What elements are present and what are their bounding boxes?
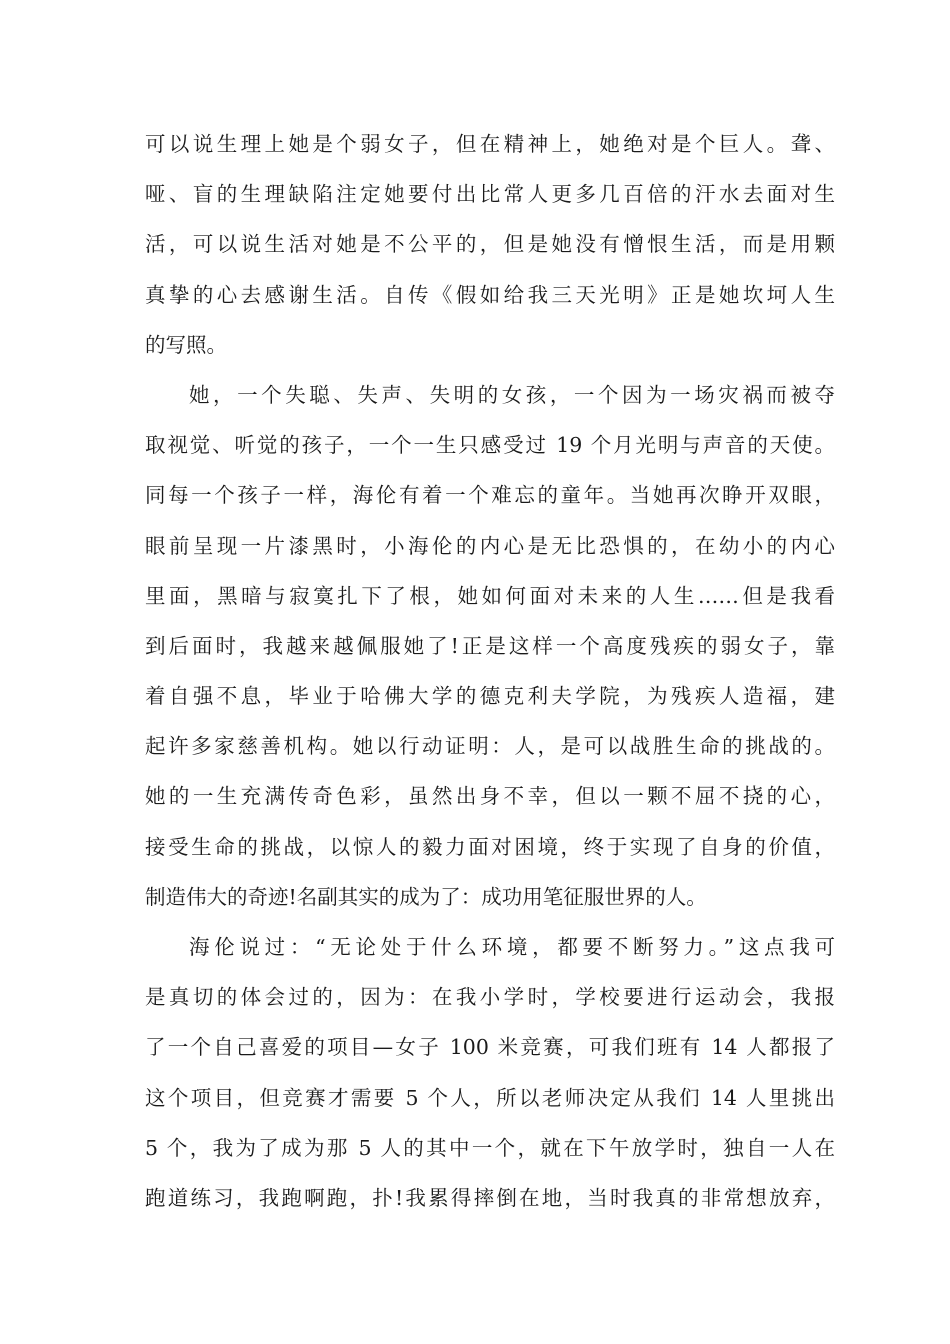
text-line: 这个项目，但竞赛才需要 5 个人，所以老师决定从我们 14 人里挑出	[145, 1085, 835, 1110]
text-line: 到后面时，我越来越佩服她了!正是这样一个高度残疾的弱女子，靠	[145, 633, 835, 658]
text-line: 活，可以说生活对她是不公平的，但是她没有憎恨生活，而是用颗	[145, 232, 835, 257]
text-line: 起许多家慈善机构。她以行动证明：人，是可以战胜生命的挑战的。	[145, 734, 835, 759]
paragraph-first-line: 她，一个失聪、失声、失明的女孩，一个因为一场灾祸而被夺	[189, 382, 835, 407]
text-line: 跑道练习，我跑啊跑，扑!我累得摔倒在地，当时我真的非常想放弃，	[145, 1185, 835, 1210]
text-line: 5 个，我为了成为那 5 人的其中一个，就在下午放学时，独自一人在	[145, 1135, 835, 1160]
text-line: 的写照。	[145, 332, 227, 357]
text-line: 她的一生充满传奇色彩，虽然出身不幸，但以一颗不屈不挠的心，	[145, 784, 835, 809]
essay-body	[145, 124, 835, 1228]
text-line: 了一个自己喜爱的项目—女子 100 米竞赛，可我们班有 14 人都报了	[145, 1035, 835, 1060]
text-line: 取视觉、听觉的孩子，一个一生只感受过 19 个月光明与声音的天使。	[145, 433, 835, 458]
text-line: 是真切的体会过的，因为：在我小学时，学校要进行运动会，我报	[145, 985, 835, 1010]
text-line: 制造伟大的奇迹!名副其实的成为了：成功用笔征服世界的人。	[145, 884, 707, 909]
text-line: 同每一个孩子一样，海伦有着一个难忘的童年。当她再次睁开双眼，	[145, 483, 835, 508]
text-line: 可以说生理上她是个弱女子，但在精神上，她绝对是个巨人。聋、	[145, 132, 835, 156]
text-line: 真挚的心去感谢生活。自传《假如给我三天光明》正是她坎坷人生	[145, 282, 835, 307]
text-line: 哑、盲的生理缺陷注定她要付出比常人更多几百倍的汗水去面对生	[145, 182, 835, 207]
text-line: 眼前呈现一片漆黑时，小海伦的内心是无比恐惧的，在幼小的内心	[145, 533, 835, 558]
text-line: 接受生命的挑战，以惊人的毅力面对困境，终于实现了自身的价值，	[145, 834, 835, 859]
paragraph-first-line: 海伦说过：“无论处于什么环境，都要不断努力。”这点我可	[189, 935, 835, 959]
text-line: 着自强不息，毕业于哈佛大学的德克利夫学院，为残疾人造福，建	[145, 684, 835, 709]
text-line: 里面，黑暗与寂寞扎下了根，她如何面对未来的人生……但是我看	[145, 583, 835, 608]
